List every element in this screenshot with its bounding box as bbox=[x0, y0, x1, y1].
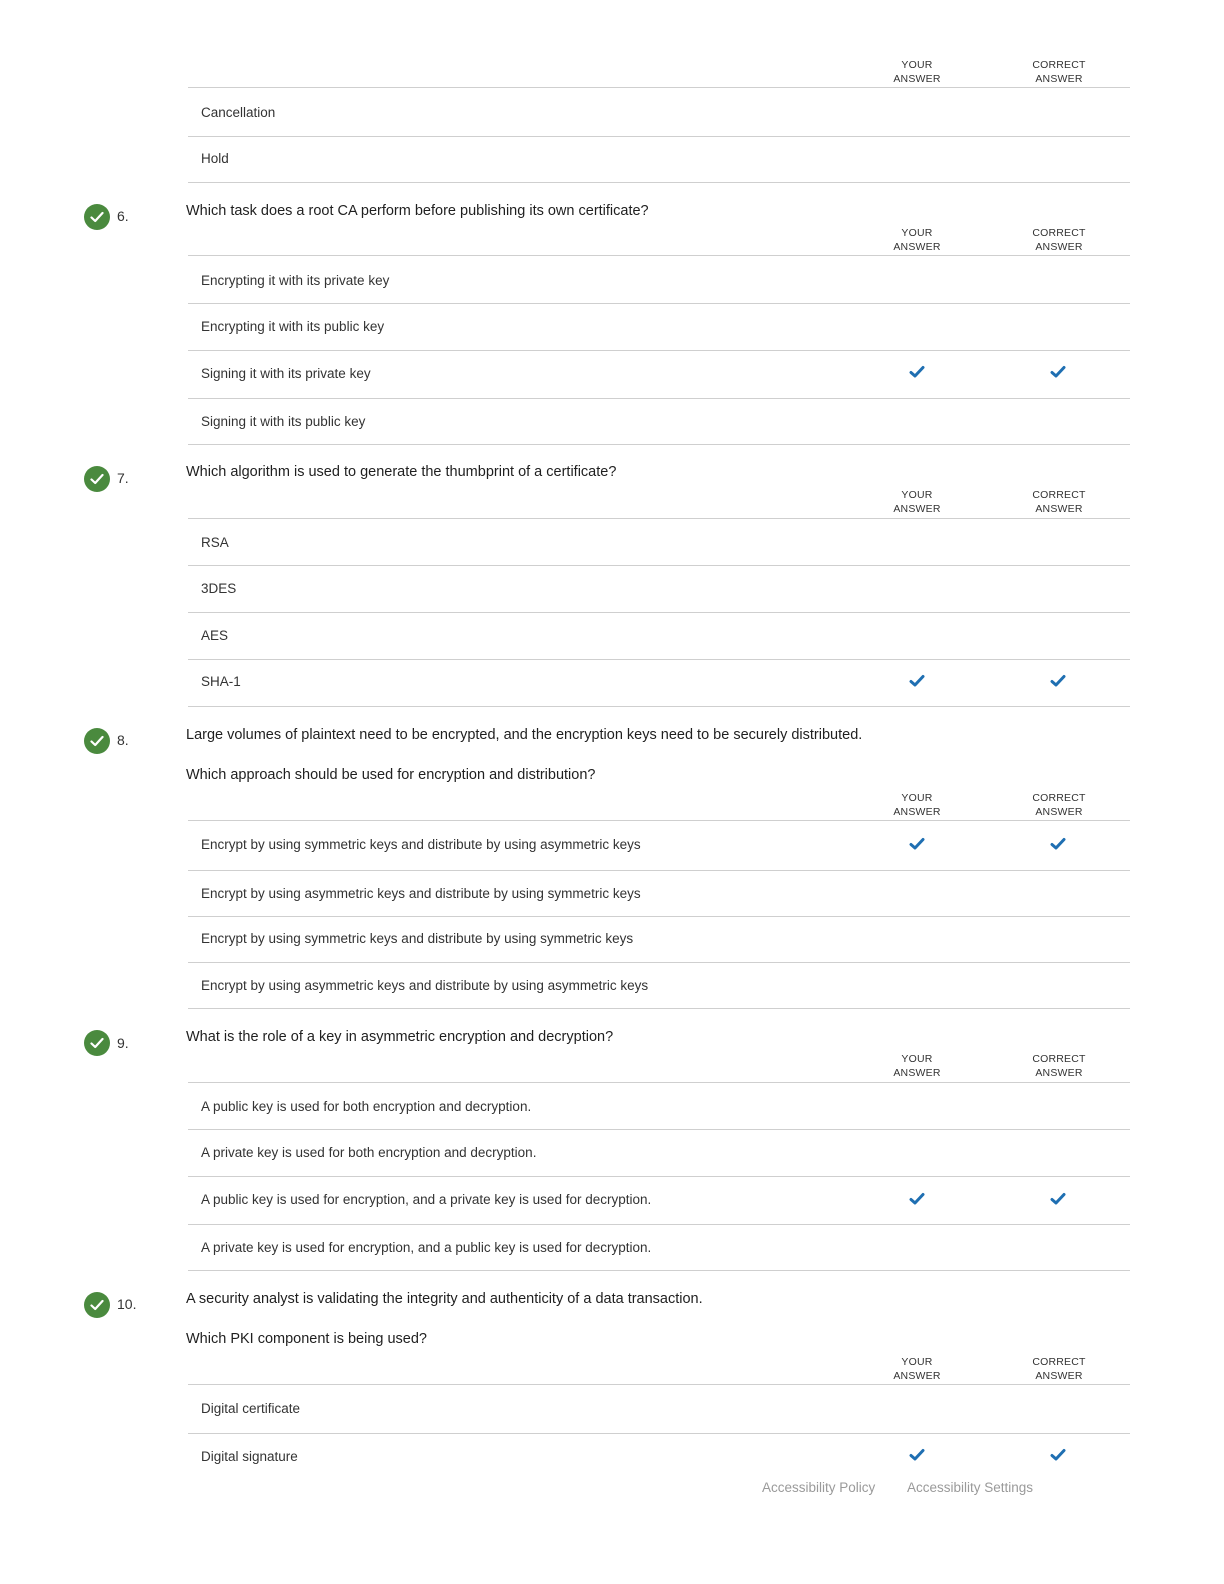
option-text: A public key is used for both encryption and decryption. bbox=[201, 1099, 532, 1114]
your-answer-header: YOUR ANSWER bbox=[893, 59, 941, 85]
correct-status-icon bbox=[84, 728, 110, 754]
divider bbox=[188, 87, 1130, 88]
question-scenario: Large volumes of plaintext need to be encrypted, and the encryption keys need to be securely distributed. bbox=[186, 727, 863, 743]
divider bbox=[188, 1384, 1130, 1385]
your-answer-checkmark-icon bbox=[909, 1192, 925, 1206]
your-answer-checkmark-icon bbox=[909, 674, 925, 688]
divider bbox=[188, 659, 1130, 660]
option-text: A private key is used for encryption, and a public key is used for decryption. bbox=[201, 1240, 652, 1255]
question-number: 10. bbox=[117, 1296, 137, 1312]
your-answer-checkmark-icon bbox=[909, 837, 925, 851]
divider bbox=[188, 398, 1130, 399]
question-prompt: Which PKI component is being used? bbox=[186, 1331, 427, 1347]
accessibility-settings-link[interactable]: Accessibility Settings bbox=[907, 1480, 1034, 1495]
option-text: Encrypting it with its public key bbox=[201, 319, 385, 334]
question-number: 9. bbox=[117, 1035, 129, 1051]
correct-status-icon bbox=[84, 1030, 110, 1056]
question-prompt: Which task does a root CA perform before publishing its own certificate? bbox=[186, 203, 649, 219]
question-scenario: A security analyst is validating the integrity and authenticity of a data transaction. bbox=[186, 1291, 703, 1307]
your-answer-checkmark-icon bbox=[909, 1448, 925, 1462]
correct-status-icon bbox=[84, 1292, 110, 1318]
correct-answer-checkmark-icon bbox=[1050, 1192, 1066, 1206]
divider bbox=[188, 303, 1130, 304]
option-text: Signing it with its private key bbox=[201, 366, 371, 381]
accessibility-policy-link[interactable]: Accessibility Policy bbox=[762, 1480, 876, 1495]
divider bbox=[188, 870, 1130, 871]
option-text: Digital certificate bbox=[201, 1401, 301, 1416]
option-text: Encrypt by using asymmetric keys and distribute by using symmetric keys bbox=[201, 886, 641, 901]
option-text: Digital signature bbox=[201, 1449, 298, 1464]
correct-status-icon bbox=[84, 204, 110, 230]
divider bbox=[188, 182, 1130, 183]
divider bbox=[188, 255, 1130, 256]
question-prompt: What is the role of a key in asymmetric encryption and decryption? bbox=[186, 1029, 614, 1045]
question-prompt: Which algorithm is used to generate the thumbprint of a certificate? bbox=[186, 464, 617, 480]
option-text: AES bbox=[201, 628, 229, 643]
your-answer-header: YOUR ANSWER bbox=[893, 227, 941, 253]
divider bbox=[188, 350, 1130, 351]
divider bbox=[188, 565, 1130, 566]
option-text: Encrypt by using symmetric keys and distribute by using symmetric keys bbox=[201, 931, 634, 946]
divider bbox=[188, 518, 1130, 519]
divider bbox=[188, 1008, 1130, 1009]
divider bbox=[188, 916, 1130, 917]
question-number: 8. bbox=[117, 732, 129, 748]
divider bbox=[188, 1270, 1130, 1271]
option-text: RSA bbox=[201, 535, 229, 550]
divider bbox=[188, 1176, 1130, 1177]
option-text: Hold bbox=[201, 151, 229, 166]
option-text: A private key is used for both encryption and decryption. bbox=[201, 1145, 537, 1160]
option-text: Encrypting it with its private key bbox=[201, 273, 390, 288]
divider bbox=[188, 1129, 1130, 1130]
correct-answer-header: CORRECT ANSWER bbox=[1032, 227, 1086, 253]
option-text: 3DES bbox=[201, 581, 237, 596]
correct-status-icon bbox=[84, 466, 110, 492]
correct-answer-header: CORRECT ANSWER bbox=[1032, 59, 1086, 85]
divider bbox=[188, 706, 1130, 707]
correct-answer-header: CORRECT ANSWER bbox=[1032, 489, 1086, 515]
option-text: Encrypt by using asymmetric keys and distribute by using asymmetric keys bbox=[201, 978, 649, 993]
your-answer-header: YOUR ANSWER bbox=[893, 792, 941, 818]
question-number: 7. bbox=[117, 470, 129, 486]
divider bbox=[188, 612, 1130, 613]
correct-answer-checkmark-icon bbox=[1050, 674, 1066, 688]
option-text: Encrypt by using symmetric keys and distribute by using asymmetric keys bbox=[201, 837, 641, 852]
correct-answer-header: CORRECT ANSWER bbox=[1032, 1356, 1086, 1382]
question-prompt: Which approach should be used for encryption and distribution? bbox=[186, 767, 596, 783]
divider bbox=[188, 1224, 1130, 1225]
correct-answer-header: CORRECT ANSWER bbox=[1032, 1053, 1086, 1079]
divider bbox=[188, 962, 1130, 963]
divider bbox=[188, 1082, 1130, 1083]
option-text: SHA-1 bbox=[201, 674, 241, 689]
your-answer-header: YOUR ANSWER bbox=[893, 1053, 941, 1079]
option-text: Cancellation bbox=[201, 105, 276, 120]
your-answer-checkmark-icon bbox=[909, 365, 925, 379]
divider bbox=[188, 444, 1130, 445]
question-number: 6. bbox=[117, 208, 129, 224]
divider bbox=[188, 820, 1130, 821]
your-answer-header: YOUR ANSWER bbox=[893, 489, 941, 515]
divider bbox=[188, 1433, 1130, 1434]
your-answer-header: YOUR ANSWER bbox=[893, 1356, 941, 1382]
correct-answer-header: CORRECT ANSWER bbox=[1032, 792, 1086, 818]
divider bbox=[188, 136, 1130, 137]
correct-answer-checkmark-icon bbox=[1050, 837, 1066, 851]
correct-answer-checkmark-icon bbox=[1050, 365, 1066, 379]
option-text: A public key is used for encryption, and a private key is used for decryption. bbox=[201, 1192, 652, 1207]
correct-answer-checkmark-icon bbox=[1050, 1448, 1066, 1462]
option-text: Signing it with its public key bbox=[201, 414, 366, 429]
